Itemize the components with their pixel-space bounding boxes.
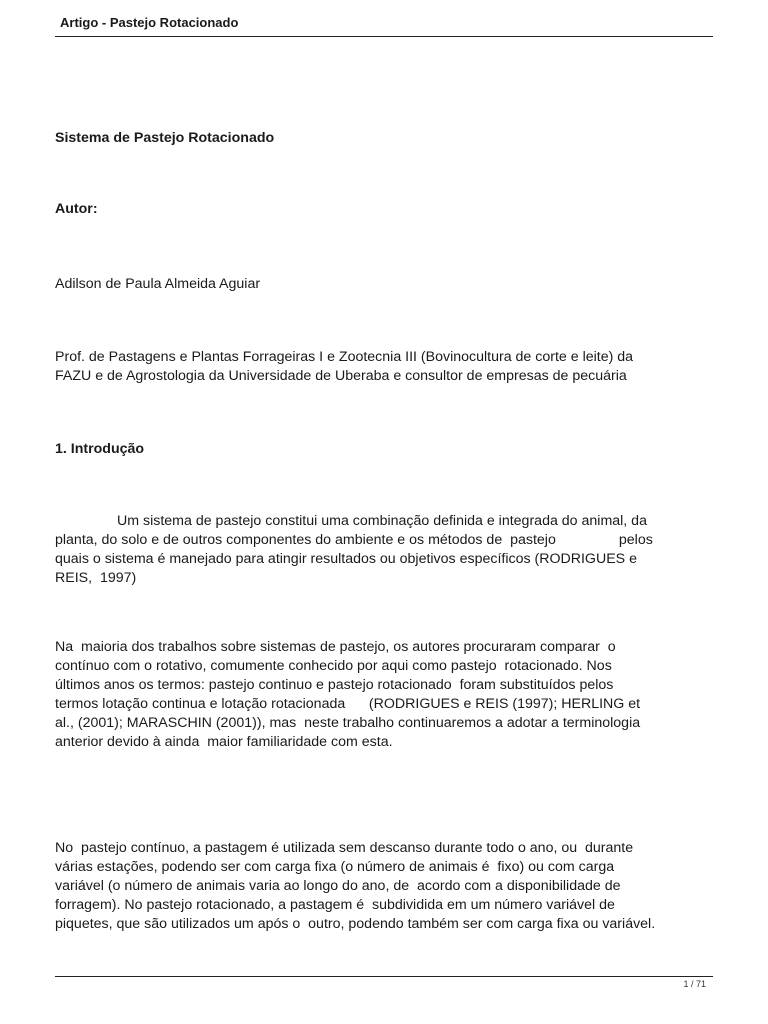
paragraph-line-text: Na maioria dos trabalhos sobre sistemas de pastejo, os autores procuraram comparar o	[55, 639, 616, 655]
section-heading-text: 1. Introdução	[55, 441, 145, 457]
document-title-text: Sistema de Pastejo Rotacionado	[55, 130, 275, 146]
author-heading-text: Autor:	[55, 201, 98, 217]
paragraph-line: al., (2001); MARASCHIN (2001)), mas neste trabalho continuaremos a adotar a terminologia	[55, 715, 641, 731]
paragraph-line: No pastejo contínuo, a pastagem é utilizada sem descanso durante todo o ano, ou durante	[55, 840, 634, 856]
footer-divider	[55, 976, 713, 977]
section-heading-introducao	[55, 440, 715, 459]
page-number: 1 / 71	[683, 979, 706, 989]
paragraph-line	[55, 638, 715, 657]
author-heading	[55, 200, 715, 219]
paragraph-maioria-trabalhos	[55, 638, 715, 752]
paragraph-line: variável (o número de animais varia ao longo do ano, de acordo com a disponibilidade de	[55, 878, 621, 894]
affiliation-line: Prof. de Pastagens e Plantas Forrageiras I e Zootecnia III (Bovinocultura de corte e leite) da	[55, 349, 634, 365]
paragraph-line: termos lotação continua e lotação rotacionada (RODRIGUES e REIS (1997); HERLING et	[55, 696, 641, 712]
paragraph-line: últimos anos os termos: pastejo continuo e pastejo rotacionado foram substituídos pelos	[55, 677, 614, 693]
author-name	[55, 275, 715, 294]
paragraph-line: anterior devido à ainda maior familiaridade com esta.	[55, 734, 393, 750]
paragraph-line: várias estações, podendo ser com carga fixa (o número de animais é fixo) ou com carga	[55, 859, 615, 875]
paragraph-line: REIS, 1997)	[55, 570, 137, 586]
paragraph-line: piquetes, que são utilizados um após o outro, podendo também ser com carga fixa ou variável.	[55, 916, 656, 932]
paragraph-line: quais o sistema é manejado para atingir resultados ou objetivos específicos (RODRIGUES e	[55, 551, 637, 567]
paragraph-line: forragem). No pastejo rotacionado, a pastagem é subdividida em um número variável de	[55, 897, 615, 913]
paragraph-line: planta, do solo e de outros componentes do ambiente e os métodos de pastejo pelos	[55, 532, 653, 548]
document-title	[55, 129, 715, 148]
author-affiliation	[55, 348, 715, 386]
paragraph-line: Um sistema de pastejo constitui uma combinação definida e integrada do animal, da	[117, 513, 647, 529]
author-name-text: Adilson de Paula Almeida Aguiar	[55, 276, 261, 292]
page-header	[55, 14, 713, 37]
affiliation-line: FAZU e de Agrostologia da Universidade de Uberaba e consultor de empresas de pecuária	[55, 368, 627, 384]
header-title: Artigo - Pastejo Rotacionado	[60, 15, 239, 30]
paragraph-line: contínuo com o rotativo, comumente conhecido por aqui como pastejo rotacionado. Nos	[55, 658, 612, 674]
paragraph-sistema-pastejo	[55, 512, 715, 588]
paragraph-pastejo-continuo	[55, 839, 715, 934]
